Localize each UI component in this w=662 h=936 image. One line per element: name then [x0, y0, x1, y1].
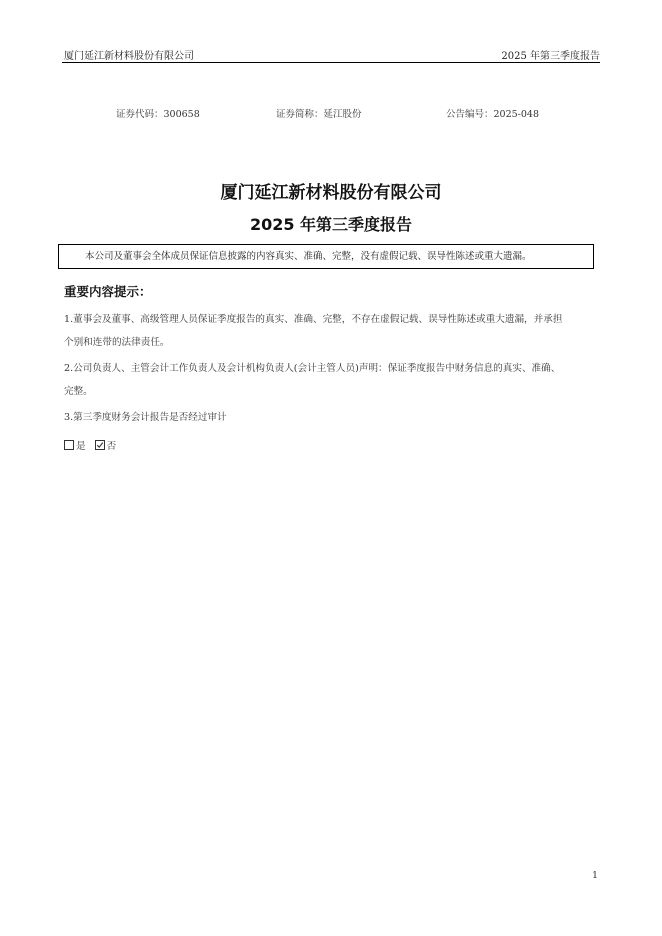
important-item-1	[64, 308, 600, 354]
checked-box-icon[interactable]	[95, 440, 105, 450]
document-title: 厦门延江新材料股份有限公司	[220, 183, 442, 203]
important-item-3	[64, 406, 600, 429]
disclosure-notice-text: 本公司及董事会全体成员保证信息披露的内容真实、准确、完整，没有虚假记载、误导性陈述或重大遗漏。	[85, 251, 532, 262]
audit-option-no-label: 否	[106, 441, 117, 452]
header-company-name: 厦门延江新材料股份有限公司	[64, 51, 194, 62]
important-item-2	[64, 357, 600, 403]
audit-options	[64, 438, 125, 452]
audit-option-no[interactable]	[95, 438, 117, 452]
important-notice-heading: 重要内容提示：	[64, 284, 152, 299]
important-item-1-line-2: 个别和连带的法律责任。	[64, 337, 170, 348]
important-item-2-line-2: 完整。	[64, 386, 93, 397]
audit-option-yes-label: 是	[76, 441, 86, 452]
page-header	[62, 44, 600, 63]
header-report-title: 2025 年第三季度报告	[501, 51, 600, 62]
announcement-number: 公告编号：2025-048	[446, 109, 540, 120]
unchecked-box-icon[interactable]	[64, 440, 74, 450]
document-subtitle: 2025 年第三季度报告	[249, 215, 413, 234]
audit-option-yes[interactable]	[64, 438, 86, 452]
important-item-2-line-1: 2.公司负责人、主管会计工作负责人及会计机构负责人(会计主管人员)声明：保证季度报告中财务信息的真实、准确、	[64, 363, 561, 374]
page-number: 1	[592, 870, 599, 881]
security-short-name: 证券简称：延江股份	[276, 109, 362, 120]
checkmark-icon	[96, 441, 104, 449]
disclosure-notice-box	[58, 244, 594, 269]
important-item-1-line-1: 1.董事会及董事、高级管理人员保证季度报告的真实、准确、完整，不存在虚假记载、误导性陈述或重大遗漏，并承担	[64, 314, 563, 325]
security-code: 证券代码：300658	[116, 109, 200, 120]
important-item-3-text: 3.第三季度财务会计报告是否经过审计	[64, 412, 227, 423]
